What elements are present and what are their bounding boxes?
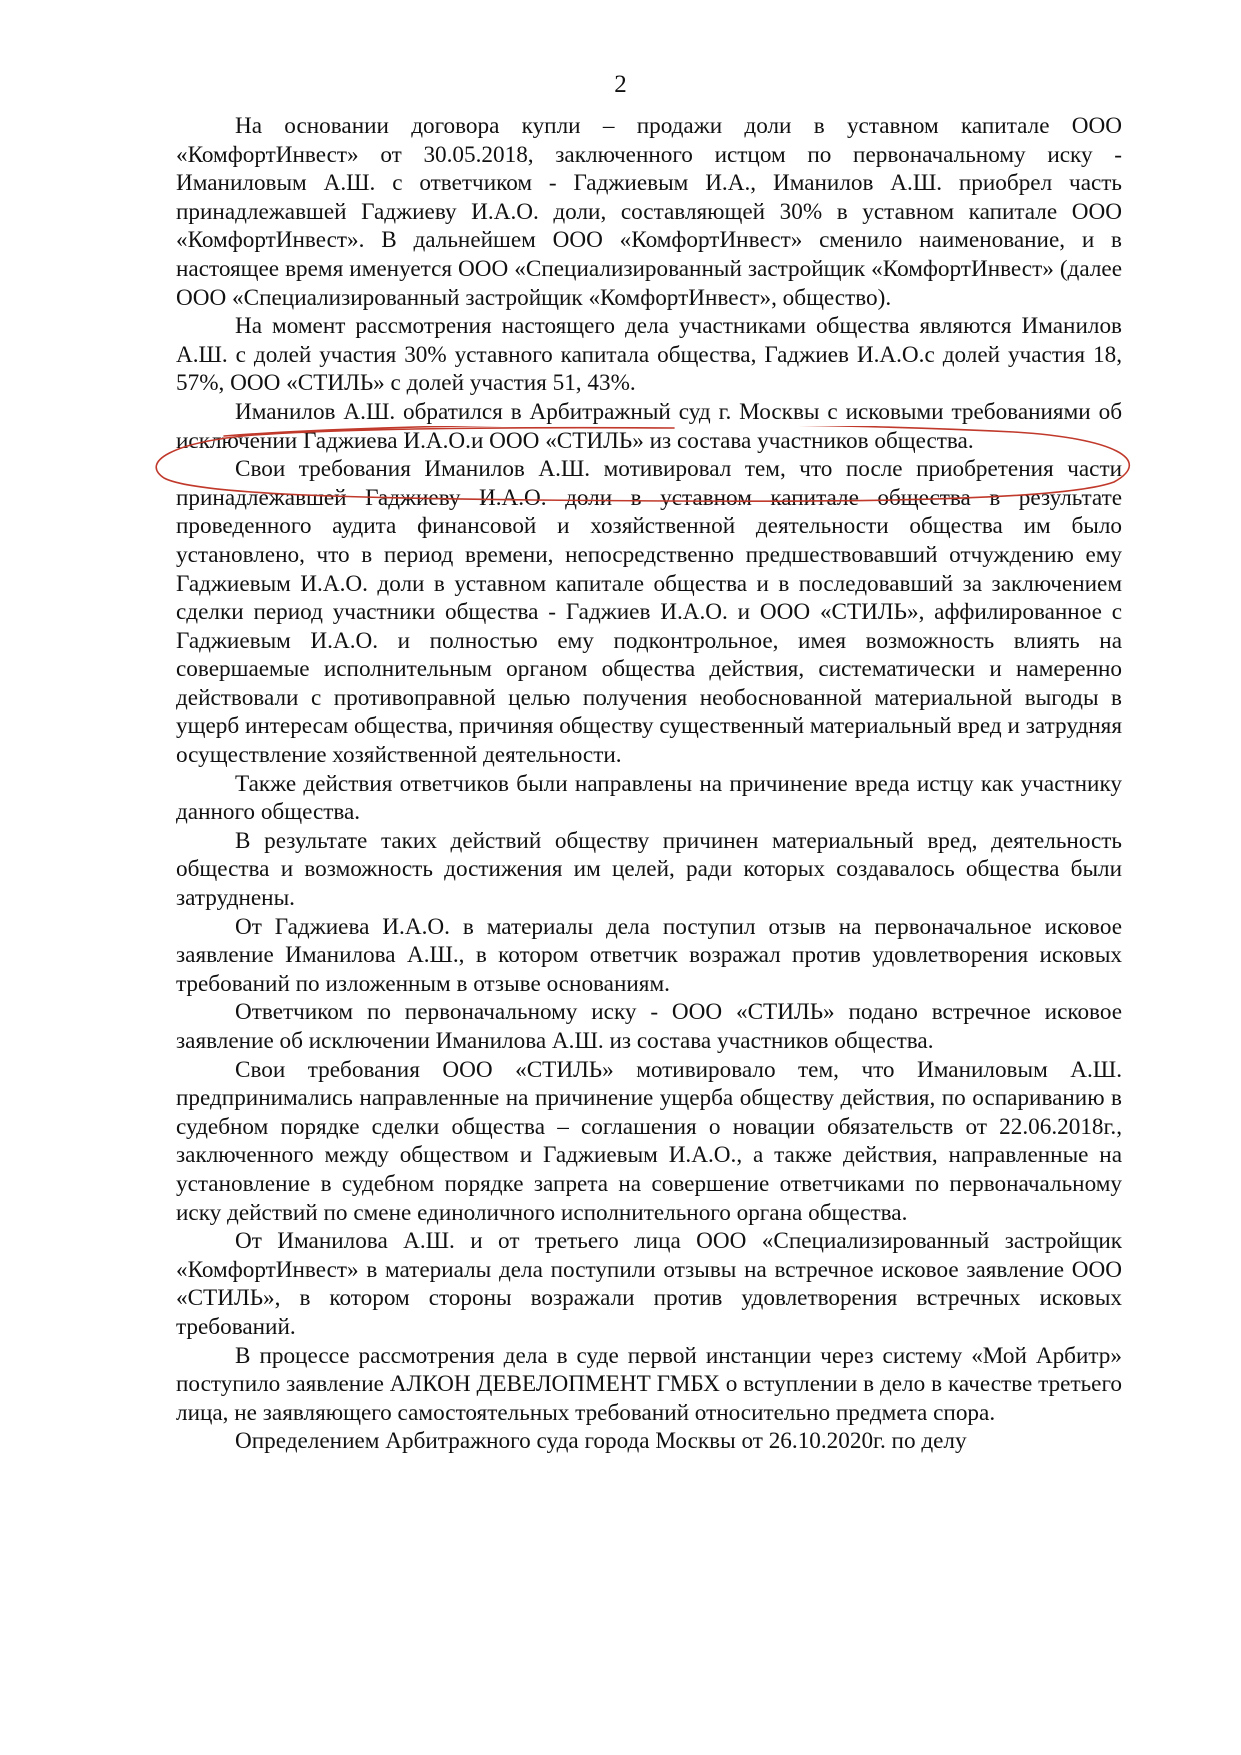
paragraph-harm-to-plaintiff: Также действия ответчиков были направлены на причинение вреда истцу как участнику данного общества.	[176, 770, 1122, 826]
paragraph-participants: На момент рассмотрения настоящего дела участниками общества являются Иманилов А.Ш. с долей участия 30% уставного капитала общества, Гаджиев И.А.О.с долей участия 18, 57%, ООО «СТИЛЬ» с долей участия 51, 43%.	[176, 313, 1122, 397]
paragraph-defendant-response: От Гаджиева И.А.О. в материалы дела поступил отзыв на первоначальное исковое заявление Иманилова А.Ш., в котором ответчик возражал против удовлетворения исковых требований по изложенным в отзыве основаниям.	[176, 913, 1122, 997]
page-number: 2	[614, 71, 627, 98]
paragraph-claim-filed: Иманилов А.Ш. обратился в Арбитражный суд г. Москвы с исковыми требованиями об исключении Гаджиева И.А.О.и ООО «СТИЛЬ» из состава участников общества.	[176, 398, 1122, 454]
document-body	[176, 112, 1122, 1456]
paragraph-third-party-application: В процессе рассмотрения дела в суде первой инстанции через систему «Мой Арбитр» поступило заявление АЛКОН ДЕВЕЛОПМЕНТ ГМБХ о вступлении в дело в качестве третьего лица, не заявляющего самостоятельных требований относительно предмета спора.	[176, 1342, 1122, 1426]
paragraph-share-purchase: На основании договора купли – продажи доли в уставном капитале ООО «КомфортИнвест» от 30.05.2018, заключенного истцом по первоначальному иску - Иманиловым А.Ш. с ответчиком - Гаджиевым И.А., Иманилов А.Ш. приобрел часть принадлежавшей Гаджиеву И.А.О. доли, составляющей 30% в уставном капитале ООО «КомфортИнвест». В дальнейшем ООО «КомфортИнвест» сменило наименование, и в настоящее время именуется ООО «Специализированный застройщик «КомфортИнвест» (далее ООО «Специализированный застройщик «КомфортИнвест», общество).	[176, 113, 1122, 311]
paragraph-counterclaim-grounds: Свои требования ООО «СТИЛЬ» мотивировало тем, что Иманиловым А.Ш. предпринимались направленные на причинение ущерба обществу действия, по оспариванию в судебном порядке сделки общества – соглашения о новации обязательств от 22.06.2018г., заключенного между обществом и Гаджиевым И.А.О., а также действия, направленные на установление в судебном порядке запрета на совершение ответчиками по первоначальному иску действий по смене единоличного исполнительного органа общества.	[176, 1056, 1122, 1226]
paragraph-harm-result: В результате таких действий обществу причинен материальный вред, деятельность общества и возможность достижения им целей, ради которых создавалось общества были затруднены.	[176, 827, 1122, 912]
paragraph-court-ruling: Определением Арбитражного суда города Москвы от 26.10.2020г. по делу	[235, 1428, 967, 1455]
paragraph-counterclaim-responses: От Иманилова А.Ш. и от третьего лица ООО «Специализированный застройщик «КомфортИнвест» в материалы дела поступили отзывы на встречное исковое заявление ООО «СТИЛЬ», в котором стороны возражали против удовлетворения встречных исковых требований.	[176, 1228, 1122, 1340]
paragraph-claim-grounds: Свои требования Иманилов А.Ш. мотивировал тем, что после приобретения части принадлежавшей Гаджиеву И.А.О. доли в уставном капитале общества в результате проведенного аудита финансовой и хозяйственной деятельности общества им было установлено, что в период времени, непосредственно предшествовавший отчуждению ему Гаджиевым И.А.О. доли в уставном капитале общества и в последовавший за заключением сделки период участники общества - Гаджиев И.А.О. и ООО «СТИЛЬ», аффилированное с Гаджиевым И.А.О. и полностью ему подконтрольное, имея возможность влиять на совершаемые исполнительным органом общества действия, систематически и намеренно действовали с противоправной целью получения необоснованной материальной выгоды в ущерб интересам общества, причиняя обществу существенный материальный вред и затрудняя осуществление хозяйственной деятельности.	[176, 456, 1122, 769]
paragraph-counterclaim: Ответчиком по первоначальному иску - ООО «СТИЛЬ» подано встречное исковое заявление об исключении Иманилова А.Ш. из состава участников общества.	[176, 999, 1122, 1054]
